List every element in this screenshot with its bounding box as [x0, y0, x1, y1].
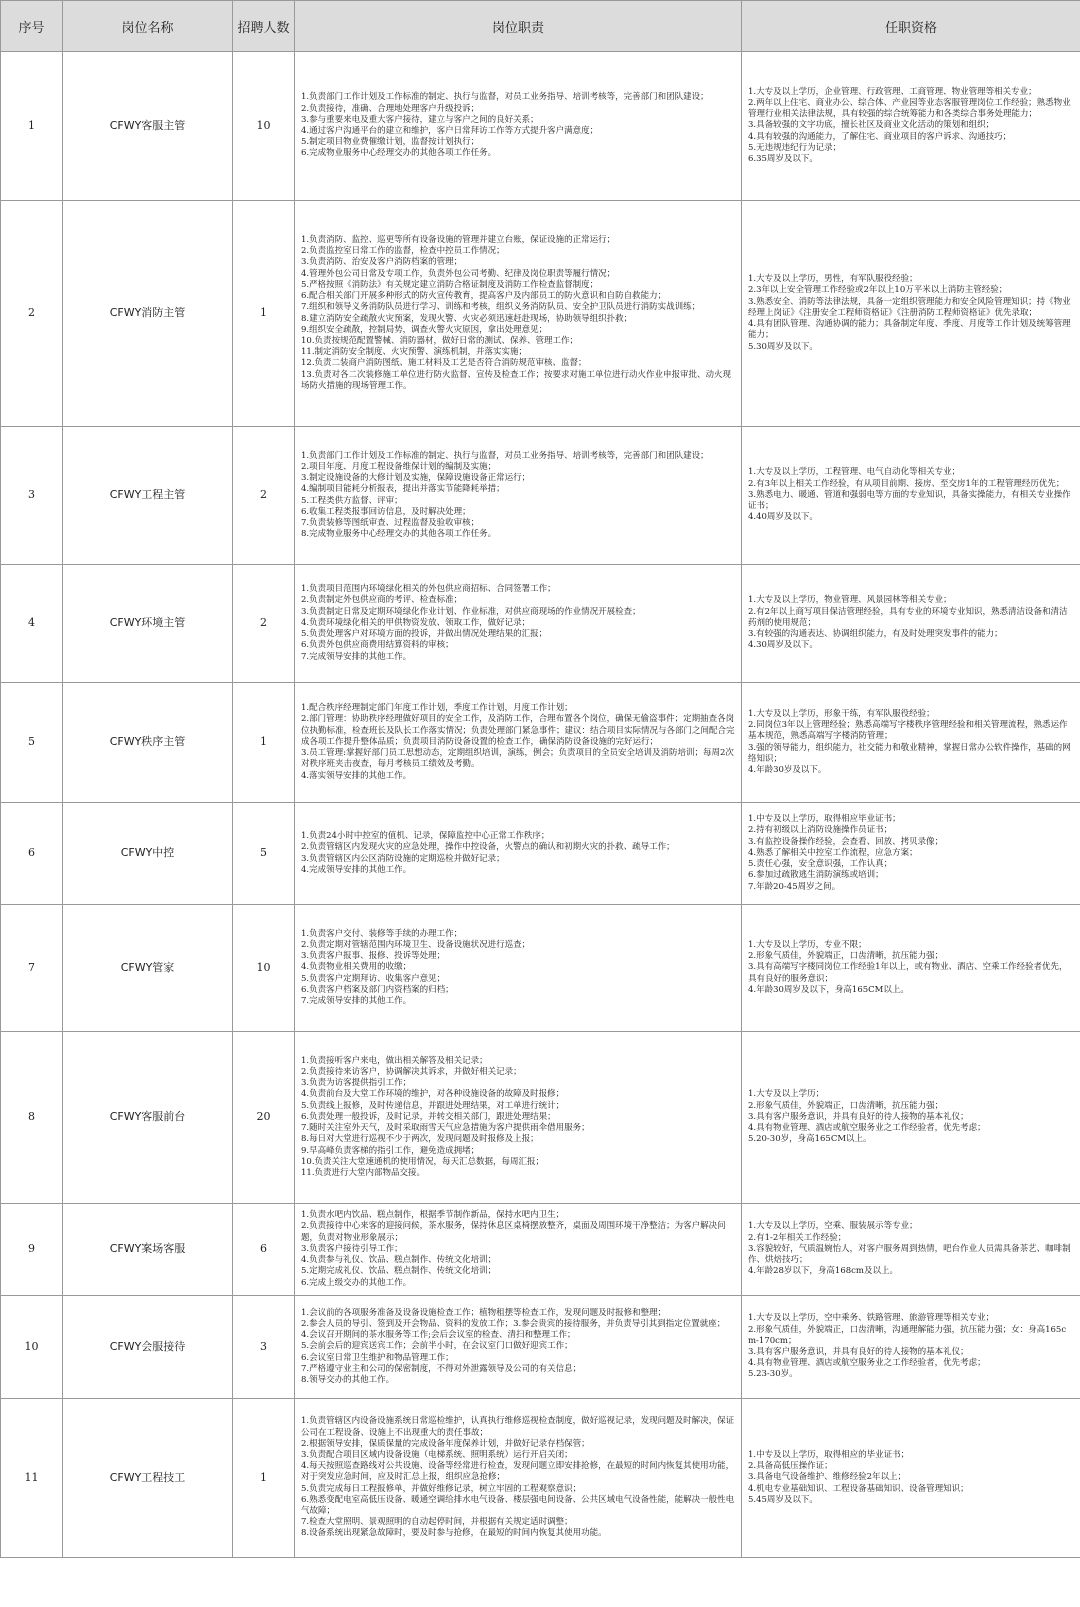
duty-item: 8.完成物业服务中心经理交办的其他各项工作任务。 [301, 529, 497, 540]
job-qualifications [742, 427, 1080, 565]
qualification-item: 2.同岗位3年以上管理经验；熟悉高端写字楼秩序管理经验和相关管理流程，熟悉运作基本规范，熟悉高端写字楼消防管理； [748, 720, 1068, 742]
qualification-item: 3.具有客户服务意识，并具有良好的待人接物的基本礼仪； [748, 1347, 969, 1357]
duty-item: 4.完成领导安排的其他工作。 [301, 864, 412, 875]
job-title: CFWY客服前台 [63, 1032, 233, 1204]
duty-item: 4.通过客户沟通平台的建立和维护，客户日常拜访工作等方式提升客户满意度； [301, 126, 599, 136]
header-title: 岗位名称 [63, 1, 233, 52]
table-row [1, 905, 1080, 1032]
job-title: CFWY工程技工 [63, 1399, 233, 1558]
job-title: CFWY工程主管 [63, 427, 233, 565]
duty-item: 4.编制项目能耗分析报表，提出并落实节能降耗举措； [301, 484, 505, 495]
job-duties [295, 1399, 742, 1558]
qualification-item: 1.大专及以上学历，男性，有军队服役经验； [748, 274, 918, 285]
duty-item: 6.负责外包供应商费用结算资料的审核； [301, 640, 454, 651]
table-row [1, 683, 1080, 803]
duty-item: 6.负责处理一般投诉，及时记录，并转交相关部门，跟进处理结果； [301, 1111, 556, 1122]
headcount: 5 [233, 803, 295, 905]
duty-item: 2.负责接待来访客户，协调解决其诉求，并做好相关记录； [301, 1067, 522, 1078]
job-qualifications [742, 201, 1080, 427]
duty-item: 2.负责接待，准确、合理地处理客户升级投诉； [301, 103, 480, 114]
job-title: CFWY中控 [63, 803, 233, 905]
qualification-item: 5.无违规违纪行为记录； [748, 142, 842, 153]
job-qualifications [742, 905, 1080, 1032]
table-row [1, 1296, 1080, 1399]
duty-item: 6.完成物业服务中心经理交办的其他各项工作任务。 [301, 148, 497, 159]
duty-item: 3.负责客户接待引导工作； [301, 1243, 403, 1254]
qualification-item: 2.有2年以上商写项目保洁管理经验，具有专业的环境专业知识，熟悉清洁设备和清洁药剂的使用规范； [748, 606, 1068, 628]
duty-item: 1.负责管辖区内设备设施系统日常巡检维护，认真执行维修巡视检查制度，做好巡视记录，发现问题及时解决，保证公司在工程设备、设施上不出现重大的责任事故； [301, 1416, 735, 1438]
duty-item: 3.负责为访客提供指引工作； [301, 1078, 412, 1089]
qualification-item: 3.熟悉安全、消防等法律法规，具备一定组织管理能力和安全风险管理知识；持《物业经理上岗证》《注册安全工程师资格证》《注册消防工程师资格证》优先录取； [748, 296, 1071, 318]
duty-item: 11.制定消防安全制度、火灾预警、演练机制，并落实实施； [301, 347, 528, 358]
qualification-item: 2.形象气质佳，外貌端正，口齿清晰，抗压能力强； [748, 951, 944, 962]
headcount: 6 [233, 1204, 295, 1296]
job-duties [295, 803, 742, 905]
duty-item: 3.负责管辖区内公区消防设施的定期巡检并做好记录； [301, 853, 505, 864]
duty-item: 7.负责装修等图纸审查、过程监督及验收审核； [301, 517, 480, 528]
job-duties [295, 905, 742, 1032]
qualification-item: 4.熟悉了解相关中控室工作流程，应急方案； [748, 847, 918, 858]
job-duties [295, 1204, 742, 1296]
duty-item: 8.设备系统出现紧急故障时，要及时参与抢修，在最短的时间内恢复其使用功能。 [301, 1528, 607, 1539]
duty-item: 2.参会人员的导引、签到及开会物品、资料的发放工作；3.参会贵宾的接待服务，并负责导引其到指定位置就座； [301, 1318, 726, 1329]
row-index: 1 [1, 52, 63, 201]
job-qualifications [742, 1032, 1080, 1204]
job-title: CFWY管家 [63, 905, 233, 1032]
headcount: 1 [233, 201, 295, 427]
qualification-item: 6.参加过疏散逃生消防演练或培训； [748, 870, 884, 881]
qualification-item: 2.持有初级以上消防设施操作员证书； [748, 825, 893, 836]
job-duties [295, 52, 742, 201]
job-qualifications [742, 52, 1080, 201]
duty-item: 1.负责接听客户来电，做出相关解答及相关记录； [301, 1055, 488, 1066]
duty-item: 1.负责部门工作计划及工作标准的制定、执行与监督，对员工业务指导、培训考核等，完善部门和团队建设； [301, 92, 709, 103]
job-duties [295, 1032, 742, 1204]
job-title: CFWY消防主管 [63, 201, 233, 427]
qualification-item: 3.容貌较好，气质温婉怡人，对客户服务周到热情，吧台作业人员需具备茶艺、咖啡制作、烘焙技巧； [748, 1243, 1071, 1266]
qualification-item: 1.大专及以上学历，空乘、服装展示等专业； [748, 1221, 918, 1232]
job-qualifications [742, 683, 1080, 803]
qualification-item: 6.35周岁及以下。 [748, 154, 818, 165]
duty-item: 8.每日对大堂进行巡视不少于两次，发现问题及时报修及上报； [301, 1134, 539, 1145]
duty-item: 8.领导交办的其他工作。 [301, 1375, 395, 1386]
table-row [1, 1399, 1080, 1558]
row-index: 6 [1, 803, 63, 905]
row-index: 11 [1, 1399, 63, 1558]
duty-item: 1.配合秩序经理制定部门年度工作计划，季度工作计划，月度工作计划； [301, 703, 573, 714]
qualification-item: 4.机电专业基础知识、工程设备基础知识、设备管理知识； [748, 1483, 969, 1494]
duty-item: 7.随时关注室外天气，及时采取雨雪天气应急措施为客户提供雨伞借用服务； [301, 1123, 590, 1134]
row-index: 8 [1, 1032, 63, 1204]
headcount: 2 [233, 565, 295, 683]
duty-item: 5.负责客户定期拜访、收集客户意见； [301, 973, 446, 984]
qualification-item: 5.30周岁及以下。 [748, 341, 818, 352]
duty-item: 6.配合相关部门开展多种形式的防火宣传教育，提高客户及内部员工的防火意识和自防自救能力； [301, 291, 667, 302]
duty-item: 6.负责客户档案及部门内资档案的归档； [301, 984, 454, 995]
duty-item: 2.部门管理：协助秩序经理做好项目的安全工作，及消防工作，合理布置各个岗位，确保无偷盗事件；定期抽查各岗位执勤标准，检查班长及队长工作落实情况；负责处理部门紧急事件；建议：结合项目实际情况与各部门之间配合完成各项工作提升整体品质；负责项目消防设备设置的检查工作，确保消防设备设施的完好运行； [301, 714, 735, 747]
row-index: 7 [1, 905, 63, 1032]
duty-item: 1.负责水吧内饮品、糕点制作，根据季节制作新品，保持水吧内卫生； [301, 1210, 565, 1221]
qualification-item: 1.大专及以上学历； [748, 1089, 825, 1100]
duty-item: 2.负责定期对管辖范围内环境卫生、设备设施状况进行巡查； [301, 939, 531, 950]
duty-item: 4.负责参与礼仪、饮品、糕点制作、传统文化培训； [301, 1255, 497, 1266]
row-index: 2 [1, 201, 63, 427]
job-duties [295, 565, 742, 683]
duty-item: 13.负责对各二次装修施工单位进行防火监督、宣传及检查工作；按要求对施工单位进行动火作业申报审批、动火现场防火措施的现场管理工作。 [301, 369, 732, 391]
qualification-item: 3.有较强的沟通表达、协调组织能力，有及时处理突发事件的能力； [748, 629, 1003, 640]
qualification-item: 4.具有较强的沟通能力，了解住宅、商业项目的客户诉求、沟通技巧； [748, 131, 1012, 142]
qualification-item: 4.年龄30岁及以下。 [748, 764, 827, 775]
job-qualifications [742, 1204, 1080, 1296]
qualification-item: 3.具备电气设备维护、维修经验2年以上； [748, 1472, 907, 1483]
row-index: 4 [1, 565, 63, 683]
job-duties [295, 683, 742, 803]
duty-item: 3.制定设施设备的大修计划及实施，保障设施设备正常运行； [301, 473, 531, 484]
job-title: CFWY会服接待 [63, 1296, 233, 1399]
table-row [1, 1032, 1080, 1204]
duty-item: 6.收集工程类报事回访信息，及时解决处理； [301, 506, 471, 517]
qualification-item: 3.强的领导能力，组织能力，社交能力和敬业精神，掌握日常办公软件操作，基础的网络知识； [748, 742, 1071, 764]
qualification-item: 2.具备高低压操作证； [748, 1461, 833, 1472]
table-row [1, 52, 1080, 201]
qualification-item: 1.中专及以上学历，取得相应的毕业证书； [748, 1449, 910, 1460]
duty-item: 5.制定项目物业费催缴计划，监督按计划执行； [301, 137, 480, 148]
duty-item: 7.组织和领导义务消防队员进行学习、训练和考核，组织义务消防队员、安全护卫队员进行消防实战训练； [301, 302, 701, 313]
qualification-item: 3.具有高端写字楼同岗位工作经验1年以上，或有物业、酒店、空乘工作经验者优先，具有良好的服务意识； [748, 962, 1068, 984]
row-index: 9 [1, 1204, 63, 1296]
job-qualifications [742, 803, 1080, 905]
duty-item: 9.组织安全疏散，控制局势，调查火警火灾原因，拿出处理意见； [301, 324, 548, 335]
duty-item: 3.员工管理:掌握好部门员工思想动态，定期组织培训，演练，例会；负责项目的全员安全培训及消防培训；每周2次对秩序班夹击夜查，每月考核员工绩效及考勤。 [301, 748, 734, 770]
duty-item: 1.会议前的各项服务准备及设备设施检查工作；植物租摆等检查工作，发现问题及时报修和整理； [301, 1307, 667, 1318]
header-count: 招聘人数 [233, 1, 295, 52]
qualification-item: 3.有监控设备操作经验，会查看、回放、拷贝录像； [748, 836, 944, 847]
job-duties [295, 1296, 742, 1399]
row-index: 3 [1, 427, 63, 565]
headcount: 10 [233, 52, 295, 201]
duty-item: 4.每天按照巡查路线对公共设施、设备等经常进行检查，发现问题立即安排抢修，在最短的时间内恢复其使用功能，对于突发应急时间，应及时汇总上报，组织应急抢修； [301, 1461, 735, 1483]
duty-item: 2.负责管辖区内发现火灾的应急处理，操作中控设备，火警点的确认和初期火灾的扑救、疏导工作； [301, 842, 675, 853]
header-qualifications: 任职资格 [742, 1, 1080, 52]
job-duties [295, 201, 742, 427]
duty-item: 2.负责制定外包供应商的考评、检查标准； [301, 595, 463, 606]
table-row [1, 1204, 1080, 1296]
duty-item: 2.负责监控室日常工作的监督，检查中控员工作情况； [301, 246, 505, 257]
duty-item: 11.负责进行大堂内部物品交接。 [301, 1167, 426, 1178]
qualification-item: 3.具备较强的文字功底，擅长社区及商业文化活动的策划和组织； [748, 120, 995, 131]
qualification-item: 1.大专及以上学历，工程管理、电气自动化等相关专业； [748, 467, 961, 478]
table-row [1, 427, 1080, 565]
duty-item: 8.建立消防安全疏散火灾预案，发现火警、火灾必须迅速赶赴现场，协助领导组织扑救； [301, 313, 633, 324]
qualification-item: 5.23-30岁。 [748, 1369, 798, 1380]
duty-item: 7.检查大堂照明、景观照明的自动起停时间，并根据有关规定适时调整； [301, 1517, 573, 1528]
duty-item: 2.项目年度、月度工程设备维保计划的编制及实施； [301, 461, 497, 472]
duty-item: 5.负责处理客户对环境方面的投诉，并做出情况处理结果的汇报； [301, 629, 548, 640]
qualification-item: 4.40周岁及以下。 [748, 512, 818, 523]
duty-item: 1.负责客户交付、装修等手续的办理工作； [301, 928, 463, 939]
job-duties [295, 427, 742, 565]
qualification-item: 1.大专及以上学历，形象干练，有军队服役经验； [748, 708, 935, 719]
duty-item: 5.定期完成礼仪、饮品、糕点制作、传统文化培训； [301, 1266, 497, 1277]
headcount: 2 [233, 427, 295, 565]
headcount: 3 [233, 1296, 295, 1399]
job-title: CFWY案场客服 [63, 1204, 233, 1296]
qualification-item: 2.有3年以上相关工作经验，有从项目前期、接房、至交房1年的工程管理经历优先； [748, 478, 1065, 489]
job-title: CFWY客服主管 [63, 52, 233, 201]
header-duties: 岗位职责 [295, 1, 742, 52]
duty-item: 9.早高峰负责客梯的指引工作，避免造成拥堵； [301, 1145, 480, 1156]
qualification-item: 1.大专及以上学历，物业管理、风景园林等相关专业； [748, 595, 952, 606]
headcount: 1 [233, 1399, 295, 1558]
duty-item: 3.负责配合项目区域内设备设施（电梯系统、照明系统）运行开启关闭； [301, 1449, 573, 1460]
qualification-item: 3.熟悉电力、暖通、管道和强弱电等方面的专业知识，具备实操能力，有相关专业操作证书； [748, 489, 1071, 512]
duty-item: 7.完成领导安排的其他工作。 [301, 996, 412, 1007]
duty-item: 5.严格按照《消防法》有关规定建立消防合格证制度及消防工作检查监督制度； [301, 279, 599, 290]
qualification-item: 1.大专及以上学历，空中乘务、铁路管理、旅游管理等相关专业； [748, 1313, 995, 1324]
qualification-item: 2.两年以上住宅、商业办公、综合体、产业园等业态客服管理岗位工作经验；熟悉物业管理行业相关法律法规，具有较强的综合统筹能力和各类综合事务处理能力； [748, 97, 1071, 120]
job-qualifications [742, 1296, 1080, 1399]
duty-item: 4.落实领导安排的其他工作。 [301, 770, 412, 781]
duty-item: 1.负责消防、监控、巡更等所有设备设施的管理并建立台账，保证设施的正常运行； [301, 234, 616, 245]
duty-item: 6.完成上级交办的其他工作。 [301, 1277, 412, 1288]
duty-item: 3.负责消防、治安及客户消防档案的管理； [301, 257, 463, 268]
headcount: 1 [233, 683, 295, 803]
qualification-item: 1.大专及以上学历，专业不限； [748, 939, 867, 950]
job-qualifications [742, 1399, 1080, 1558]
qualification-item: 1.大专及以上学历，企业管理、行政管理、工商管理、物业管理等相关专业； [748, 86, 1037, 97]
duty-item: 4.负责物业相关费用的收缴； [301, 962, 412, 973]
qualification-item: 2.形象气质佳，外貌端正，口齿清晰，沟通理解能力强，抗压能力强；女：身高165cm-170cm； [748, 1324, 1067, 1346]
row-index: 5 [1, 683, 63, 803]
qualification-item: 2.形象气质佳，外貌端正，口齿清晰，抗压能力强； [748, 1100, 944, 1111]
row-index: 10 [1, 1296, 63, 1399]
duty-item: 3.负责客户报事、报修、投诉等处理； [301, 951, 446, 962]
duty-item: 7.完成领导安排的其他工作。 [301, 651, 412, 662]
job-title: CFWY秩序主管 [63, 683, 233, 803]
duty-item: 7.严格遵守业主和公司的保密制度，不得对外泄露领导及公司的有关信息； [301, 1363, 582, 1374]
duty-item: 1.负责项目范围内环境绿化相关的外包供应商招标、合同签署工作； [301, 584, 556, 595]
duty-item: 2.根据领导安排，保质保量的完成设备年度保养计划，并做好记录存档保管； [301, 1438, 590, 1449]
duty-item: 4.管理外包公司日常及专项工作，负责外包公司考勤、纪律及岗位职责等履行情况； [301, 268, 616, 279]
qualification-item: 2.3年以上安全管理工作经验或2年以上10万平米以上消防主管经验； [748, 285, 1008, 296]
duty-item: 1.负责24小时中控室的值机、记录，保障监控中心正常工作秩序； [301, 831, 550, 842]
duty-item: 5.负责线上报修，及时传递信息，并跟进处理结果，对工单进行统计； [301, 1100, 565, 1111]
qualification-item: 4.具有团队管理、沟通协调的能力；具备制定年度、季度、月度等工作计划及统筹管理能力； [748, 319, 1071, 341]
qualification-item: 5.45周岁及以下。 [748, 1494, 818, 1505]
duty-item: 6.会议室日常卫生维护和物品管理工作； [301, 1352, 454, 1363]
duty-item: 6.熟悉变配电室高低压设备、暖通空调给排水电气设备、楼层强电间设备、公共区域电气设备性能，能解决一般性电气故障； [301, 1494, 735, 1517]
qualification-item: 4.年龄28岁以下，身高168cm及以上。 [748, 1266, 898, 1277]
headcount: 20 [233, 1032, 295, 1204]
duty-item: 12.负责二装商户消防图纸、施工材料及工艺是否符合消防规范审核、监督； [301, 358, 587, 369]
table-row [1, 803, 1080, 905]
duty-item: 10.负责按规范配置警械、消防器材，做好日常的测试、保养、管理工作； [301, 335, 579, 346]
duty-item: 2.负责接待中心来客的迎接问候，茶水服务，保持休息区桌椅摆放整齐，桌面及周围环境干净整洁；为客户解决问题，负责对物业形象展示； [301, 1221, 726, 1243]
qualification-item: 4.年龄30周岁及以下，身高165CM以上。 [748, 984, 909, 995]
duty-item: 4.负责环境绿化相关的甲供物资发放、领取工作，做好记录； [301, 617, 531, 628]
duty-item: 4.会议召开期间的茶水服务等工作;会后会议室的检查、清扫和整理工作； [301, 1330, 576, 1341]
qualification-item: 7.年龄20-45周岁之间。 [748, 881, 841, 892]
job-qualifications [742, 565, 1080, 683]
table-header-row [1, 1, 1080, 52]
qualification-item: 4.30周岁及以下。 [748, 640, 818, 651]
qualification-item: 5.20-30岁，身高165CM以上。 [748, 1134, 872, 1145]
duty-item: 5.工程类供方监督、评审； [301, 495, 403, 506]
duty-item: 3.参与重要来电及重大客户接待，建立与客户之间的良好关系； [301, 114, 539, 125]
duty-item: 4.负责前台及大堂工作环境的维护，对各种设施设备的故障及时报修； [301, 1089, 565, 1100]
qualification-item: 1.中专及以上学历，取得相应毕业证书； [748, 814, 901, 825]
header-index: 序号 [1, 1, 63, 52]
qualification-item: 2.有1-2年相关工作经验； [748, 1232, 847, 1243]
table-row [1, 565, 1080, 683]
qualification-item: 3.具有客户服务意识，并具有良好的待人接物的基本礼仪； [748, 1111, 969, 1122]
table-row [1, 201, 1080, 427]
qualification-item: 5.责任心强，安全意识强，工作认真； [748, 859, 893, 870]
qualification-item: 4.具有物业管理、酒店或航空服务业之工作经验者，优先考虑； [748, 1123, 986, 1134]
duty-item: 5.负责完成每日工程报修单，并做好维修记录，树立牢固的工程观察意识； [301, 1483, 582, 1494]
headcount: 10 [233, 905, 295, 1032]
qualification-item: 4.具有物业管理、酒店或航空服务业之工作经验者，优先考虑； [748, 1358, 986, 1369]
duty-item: 10.负责关注大堂速通机的使用情况，每天汇总数据，每周汇报； [301, 1156, 545, 1167]
job-title: CFWY环境主管 [63, 565, 233, 683]
duty-item: 5.会前会后的迎宾送宾工作；会前半小时，在会议室门口做好迎宾工作； [301, 1341, 573, 1352]
duty-item: 1.负责部门工作计划及工作标准的制定、执行与监督，对员工业务指导、培训考核等，完善部门和团队建设； [301, 450, 709, 461]
duty-item: 3.负责制定日常及定期环境绿化作业计划、作业标准，对供应商现场的作业情况开展检查； [301, 606, 641, 617]
